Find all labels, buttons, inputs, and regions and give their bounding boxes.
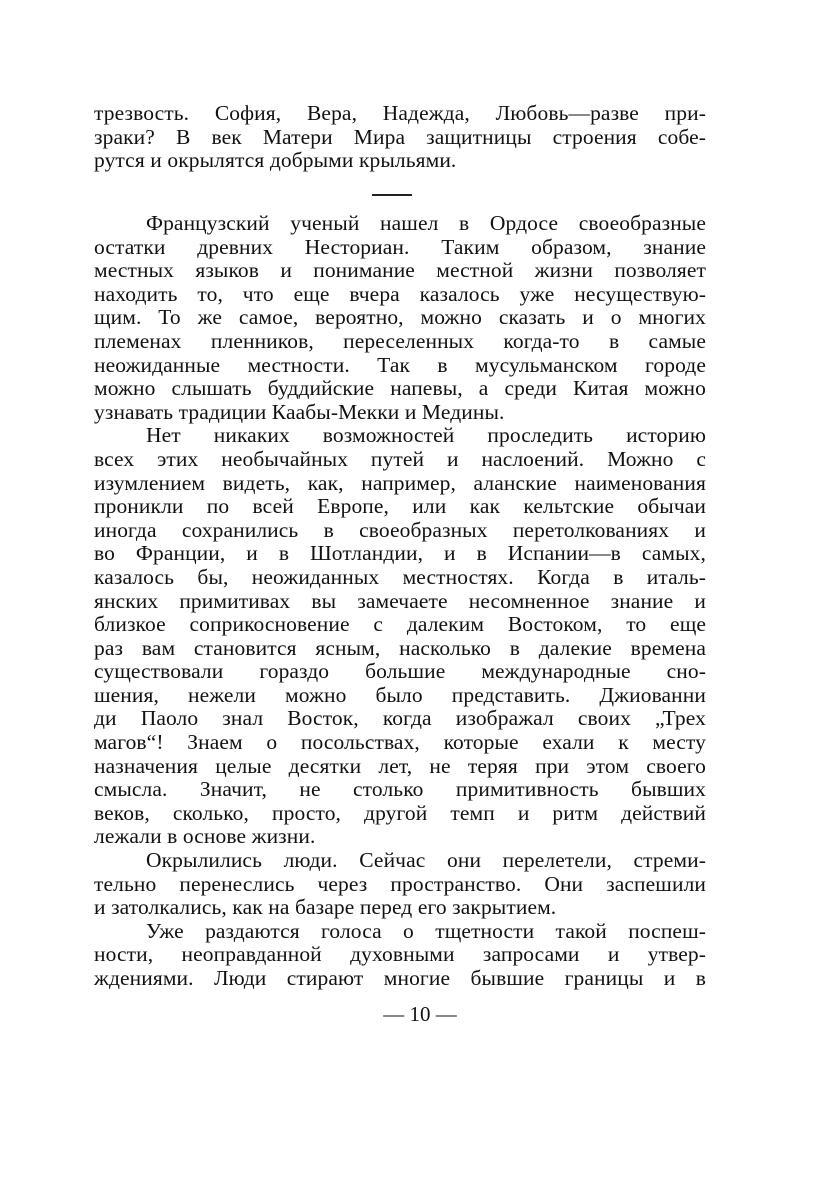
paragraph (94, 212, 706, 424)
text-line: неожиданные местности. Так в мусульманском городе (94, 352, 706, 377)
text-line: Французский ученый нашел в Ордосе своеобразные (146, 211, 706, 235)
text-line: смысла. Значит, не столько примитивность бывших (94, 777, 706, 802)
text-line: близкое соприкосновение с далеким Востоком, то еще (94, 612, 706, 637)
text-line: и затолкались, как на базаре перед его закрытием. (94, 895, 557, 920)
text-line: щим. То же самое, вероятно, можно сказать и о многих (94, 305, 706, 330)
text-line: остатки древних Несториан. Таким образом, знание (94, 234, 706, 259)
text-line: казалось бы, неожиданных местностях. Когда в италь- (94, 564, 706, 589)
text-line: веков, сколько, просто, другой темп и ритм действий (94, 800, 706, 825)
text-line: ности, неоправданной духовными запросами и утвер- (94, 942, 706, 967)
text-line: во Франции, и в Шотландии, и в Испании—в самых, (94, 541, 706, 566)
text-line: трезвость. София, Вера, Надежда, Любовь—разве при- (94, 101, 706, 125)
text-line: магов“! Знаем о посольствах, которые ехали к месту (94, 730, 706, 755)
text-line: племенах пленников, переселенных когда-то в самые (94, 328, 706, 353)
text-line: существовали гораздо большие международные сно- (94, 659, 706, 684)
text-line: изумлением видеть, как, например, аланские наименования (94, 470, 706, 495)
text-line: ждениями. Люди стирают многие бывшие границы и в (94, 966, 706, 990)
text-line: раз вам становится ясным, насколько в далекие времена (94, 635, 706, 660)
text-line: рутся и окрылятся добрыми крыльями. (94, 148, 457, 173)
text-line: Окрылились люди. Сейчас они перелетели, стреми- (146, 848, 706, 873)
text-line: всех этих необычайных путей и наслоений. Можно с (94, 446, 706, 471)
paragraph (94, 849, 706, 920)
text-line: шения, нежели можно было представить. Джиованни (94, 682, 706, 707)
text-line: ди Паоло знал Восток, когда изображал своих „Трех (94, 706, 706, 731)
page-number: — 10 — (383, 1002, 457, 1026)
text-line: янских примитивах вы замечаете несомненное знание и (94, 588, 706, 613)
text-line: лежали в основе жизни. (94, 824, 316, 849)
text-line: Уже раздаются голоса о тщетности такой поспеш- (146, 918, 706, 943)
text-line: иногда сохранились в своеобразных перетолкованиях и (94, 517, 706, 542)
section-divider (372, 194, 412, 196)
text-line: тельно перенеслись через пространство. Они заспешили (94, 871, 706, 896)
text-line: Нет никаких возможностей проследить историю (146, 423, 706, 448)
text-line: местных языков и понимание местной жизни позволяет (94, 258, 706, 283)
paragraph (94, 920, 706, 991)
main-text (94, 212, 706, 991)
text-line: назначения целые десятки лет, не теряя при этом своего (94, 753, 706, 778)
paragraph (94, 424, 706, 849)
text-line: находить то, что еще вчера казалось уже несуществую- (94, 281, 706, 306)
text-line: можно слышать буддийские напевы, а среди Китая можно (94, 376, 706, 401)
text-line: узнавать традиции Каабы-Мекки и Медины. (94, 399, 505, 424)
text-line: зраки? В век Матери Мира защитницы строения собе- (94, 124, 706, 149)
text-line: проникли по всей Европе, или как кельтские обычаи (94, 494, 706, 519)
continuation-text (94, 102, 706, 173)
